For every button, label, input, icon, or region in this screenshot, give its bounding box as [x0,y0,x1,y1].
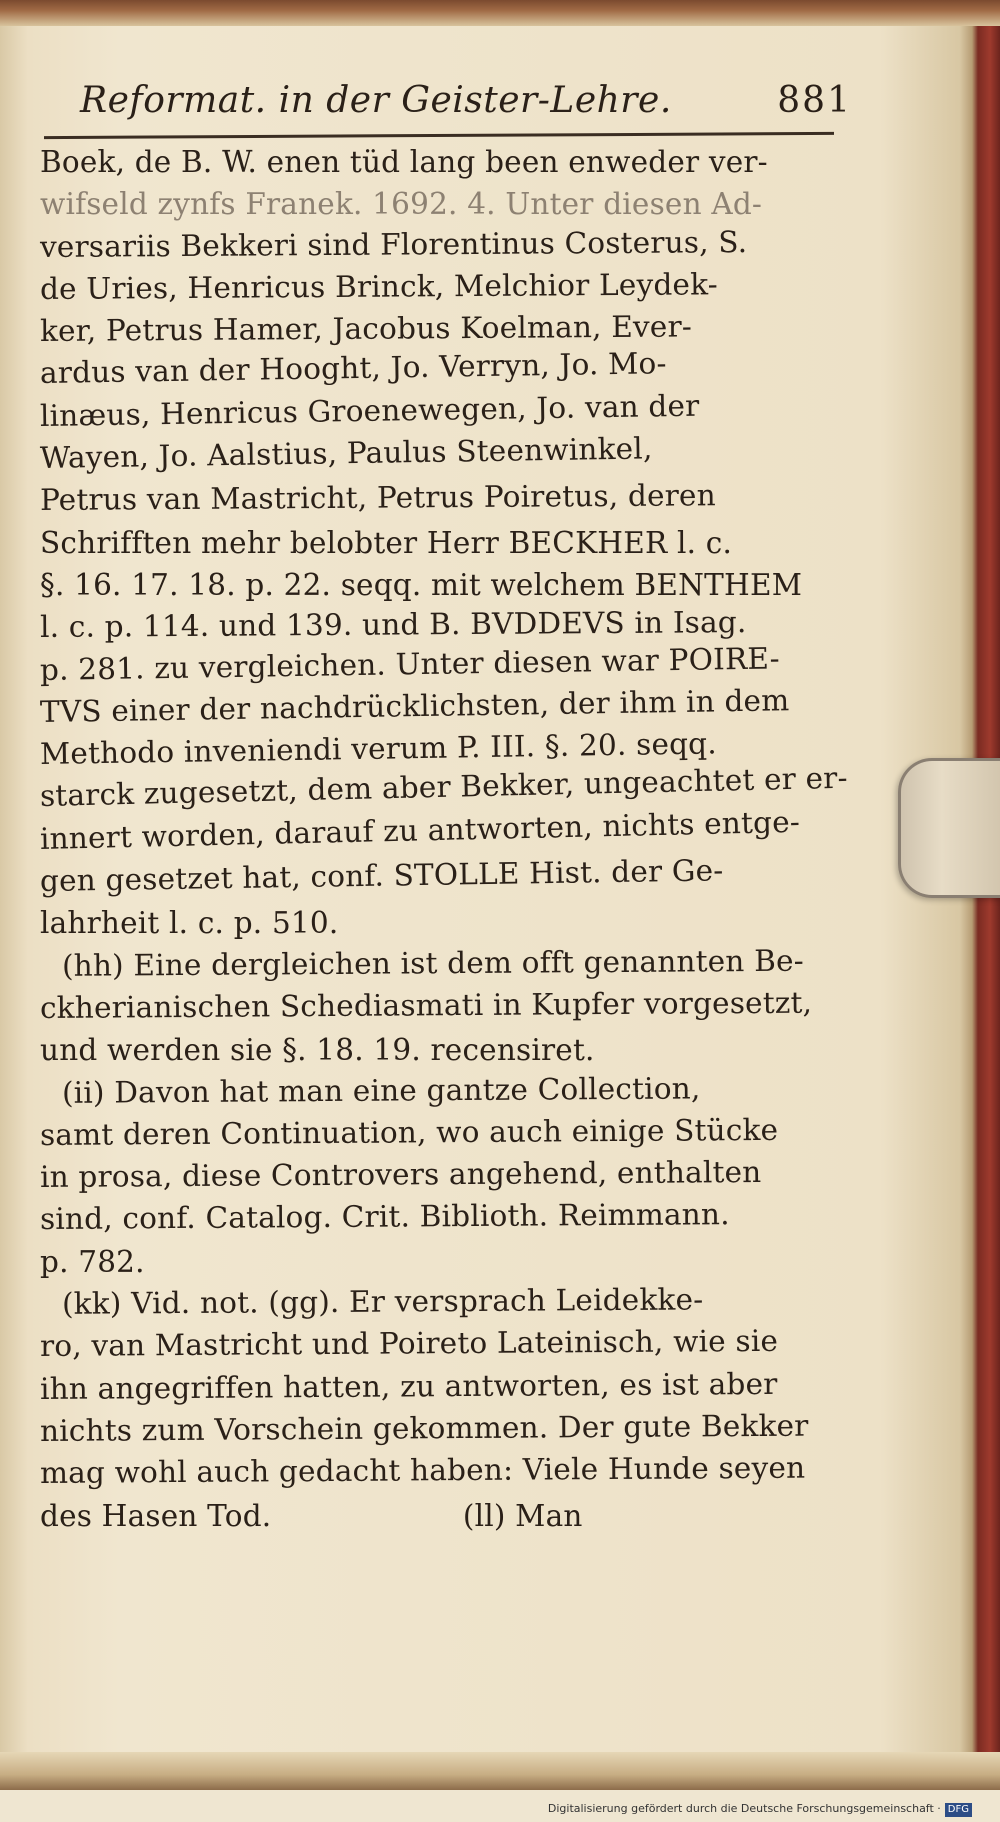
text-line: de Uries, Henricus Brinck, Melchior Leydek- [39,267,718,306]
text-line: nichts zum Vorschein gekommen. Der gute Bekker [39,1408,809,1448]
text-line: Methodo inveniendi verum P. III. §. 20. seqq. [39,726,718,772]
text-line: Petrus van Mastricht, Petrus Poiretus, deren [39,478,716,518]
text-line: in prosa, diese Controvers angehend, enthalten [39,1155,762,1195]
text-line: ihn angegriffen hatten, zu antworten, es ist aber [39,1366,778,1406]
text-line: ckherianischen Schediasmati in Kupfer vorgesetzt, [39,985,813,1025]
text-line: wifseld zynfs Franek. 1692. 4. Unter diesen Ad- [40,187,763,222]
text-line: Wayen, Jo. Aalstius, Paulus Steenwinkel, [39,431,653,476]
text-line: p. 782. [40,1244,145,1279]
text-line: innert worden, darauf zu antworten, nichts entge- [39,804,801,856]
text-line: (kk) Vid. not. (gg). Er versprach Leidekke- [61,1282,704,1321]
page-content [40,80,860,1537]
text-line: ardus van der Hooght, Jo. Verryn, Jo. Mo- [39,346,667,391]
text-line: gen gesetzet hat, conf. STOLLE Hist. der Ge- [39,853,724,899]
header-rule [44,132,834,139]
text-line: samt deren Continuation, wo auch einige Stücke [39,1112,779,1152]
text-line: TVS einer der nachdrücklichsten, der ihm in dem [39,683,790,729]
digitization-credit [0,1798,1000,1822]
text-line: (hh) Eine dergleichen ist dem offt genannten Be- [61,943,804,983]
text-line: (ii) Davon hat man eine gantze Collection, [61,1070,701,1110]
text-line: des Hasen Tod. (ll) Man [40,1498,583,1533]
text-line: lahrheit l. c. p. 510. [40,906,339,941]
dfg-logo: DFG [945,1803,972,1817]
credit-text: Digitalisierung gefördert durch die Deutsche Forschungsgemeinschaft · [547,1802,941,1815]
text-line: mag wohl auch gedacht haben: Viele Hunde seyen [39,1450,806,1491]
text-line: p. 281. zu vergleichen. Unter diesen war POIRE- [39,640,781,687]
text-line: versariis Bekkeri sind Florentinus Costerus, S. [39,224,748,264]
running-title: Reformat. in der Geister-Lehre. [80,80,672,121]
text-line: l. c. p. 114. und 139. und B. BVDDEVS in Isag. [39,605,747,645]
text-line: §. 16. 17. 18. p. 22. seqq. mit welchem BENTHEM [40,567,803,602]
text-line: und werden sie §. 18. 19. recensiret. [40,1033,595,1068]
text-line: Schrifften mehr belobter Herr BECKHER l. c. [40,525,733,560]
text-line: Boek, de B. W. enen tüd lang been enweder ver- [40,145,768,179]
book-top-edge [0,0,1000,26]
page-clip [898,758,1000,898]
page-number: 881 [777,80,852,121]
book-bottom-edge [0,1752,1000,1790]
text-line: ker, Petrus Hamer, Jacobus Koelman, Ever- [39,309,693,349]
text-line: ro, van Mastricht und Poireto Lateinisch, wie sie [39,1324,779,1364]
running-header [40,80,860,132]
text-line: sind, conf. Catalog. Crit. Biblioth. Reimmann. [39,1197,730,1237]
body-text [40,141,860,1537]
text-line: starck zugesetzt, dem aber Bekker, ungeachtet er er- [39,761,849,814]
text-line: linæus, Henricus Groenewegen, Jo. van der [39,388,700,433]
